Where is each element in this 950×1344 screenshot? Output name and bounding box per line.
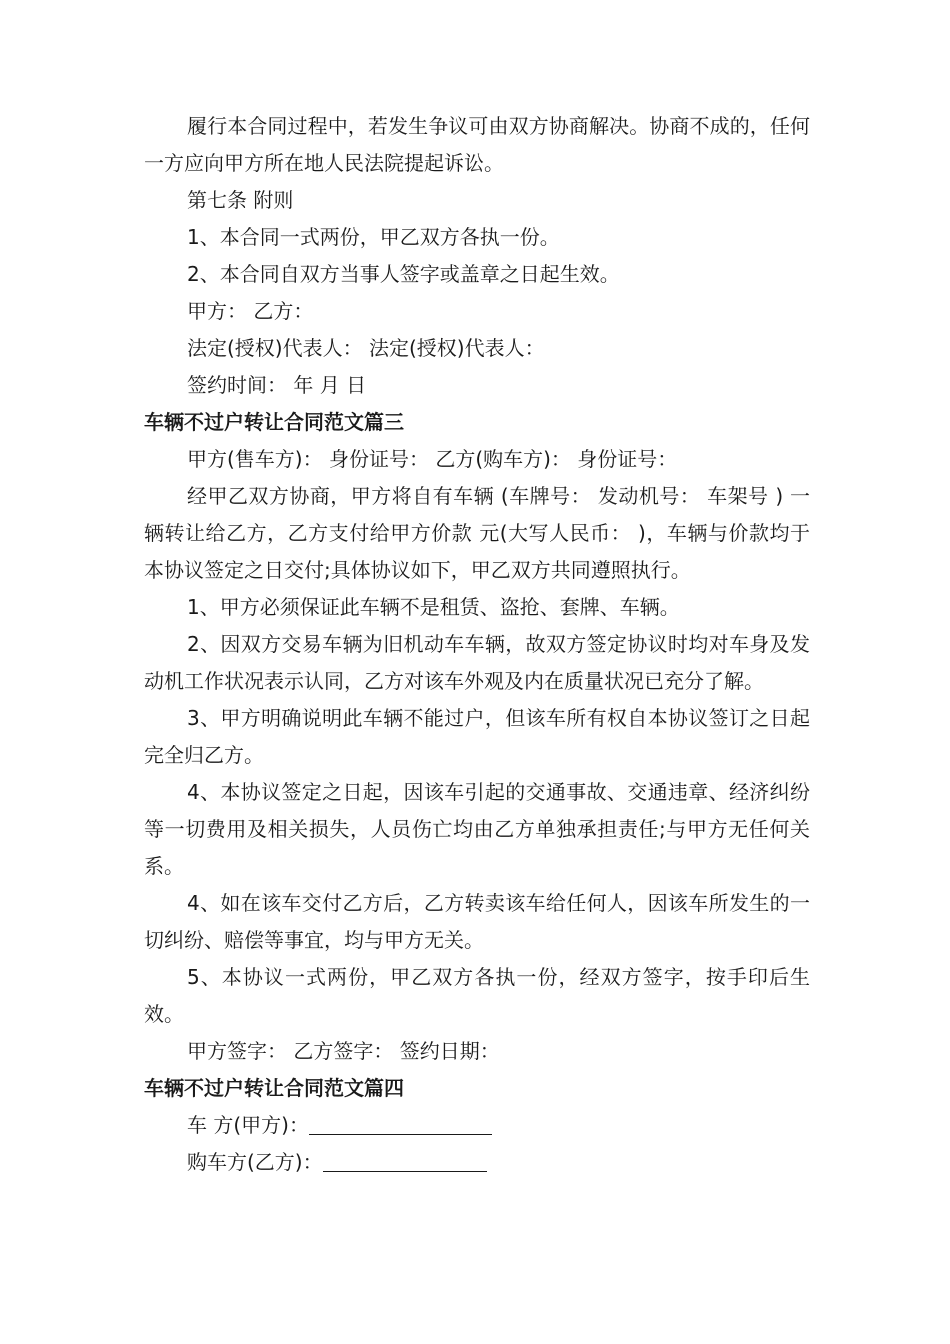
section-heading-3: 车辆不过户转让合同范文篇三 (144, 410, 404, 434)
section3-intro: 经甲乙双方协商，甲方将自有车辆 (车牌号： 发动机号： 车架号 ) 一辆转让给乙方，乙方支付给甲方价款 元(大写人民币： )，车辆与价款均于本协议签定之日交付;具体协议如下，甲乙双方共同遵照执行。 (144, 484, 810, 582)
article7-item-1: 1、本合同一式两份，甲乙双方各执一份。 (187, 225, 560, 249)
parties-line: 甲方： 乙方： (187, 299, 314, 323)
section3-parties: 甲方(售车方)： 身份证号： 乙方(购车方)： 身份证号： (187, 447, 678, 471)
section4-buyer-line (144, 1144, 810, 1181)
sign-date-line: 签约时间： 年 月 日 (187, 373, 367, 397)
buyer-label: 购车方(乙方)： (187, 1150, 323, 1174)
article7-item-2: 2、本合同自双方当事人签字或盖章之日起生效。 (187, 262, 620, 286)
section3-item-3: 3、甲方明确说明此车辆不能过户，但该车所有权自本协议签订之日起完全归乙方。 (144, 706, 810, 767)
seller-blank (309, 1112, 492, 1135)
seller-label: 车 方(甲方)： (187, 1113, 309, 1137)
article7-title: 第七条 附则 (187, 188, 294, 212)
buyer-blank (323, 1149, 487, 1172)
section-heading-4: 车辆不过户转让合同范文篇四 (144, 1076, 404, 1100)
section3-item-5: 5、本协议一式两份，甲乙双方各执一份，经双方签字，按手印后生效。 (144, 965, 810, 1026)
legal-representatives-line: 法定(授权)代表人： 法定(授权)代表人： (187, 336, 545, 360)
section3-item-4b: 4、如在该车交付乙方后，乙方转卖该车给任何人，因该车所发生的一切纠纷、赔偿等事宜，均与甲方无关。 (144, 891, 810, 952)
section3-signatures: 甲方签字： 乙方签字： 签约日期： (187, 1039, 500, 1063)
section3-item-4a: 4、本协议签定之日起，因该车引起的交通事故、交通违章、经济纠纷等一切费用及相关损失，人员伤亡均由乙方单独承担责任;与甲方无任何关系。 (144, 780, 810, 878)
section4-seller-line (144, 1107, 810, 1144)
section3-item-1: 1、甲方必须保证此车辆不是租赁、盗抢、套牌、车辆。 (187, 595, 680, 619)
dispute-paragraph: 履行本合同过程中，若发生争议可由双方协商解决。协商不成的，任何一方应向甲方所在地人民法院提起诉讼。 (144, 114, 810, 175)
document-body (144, 108, 810, 1181)
section3-item-2: 2、因双方交易车辆为旧机动车车辆，故双方签定协议时均对车身及发动机工作状况表示认同，乙方对该车外观及内在质量状况已充分了解。 (144, 632, 810, 693)
